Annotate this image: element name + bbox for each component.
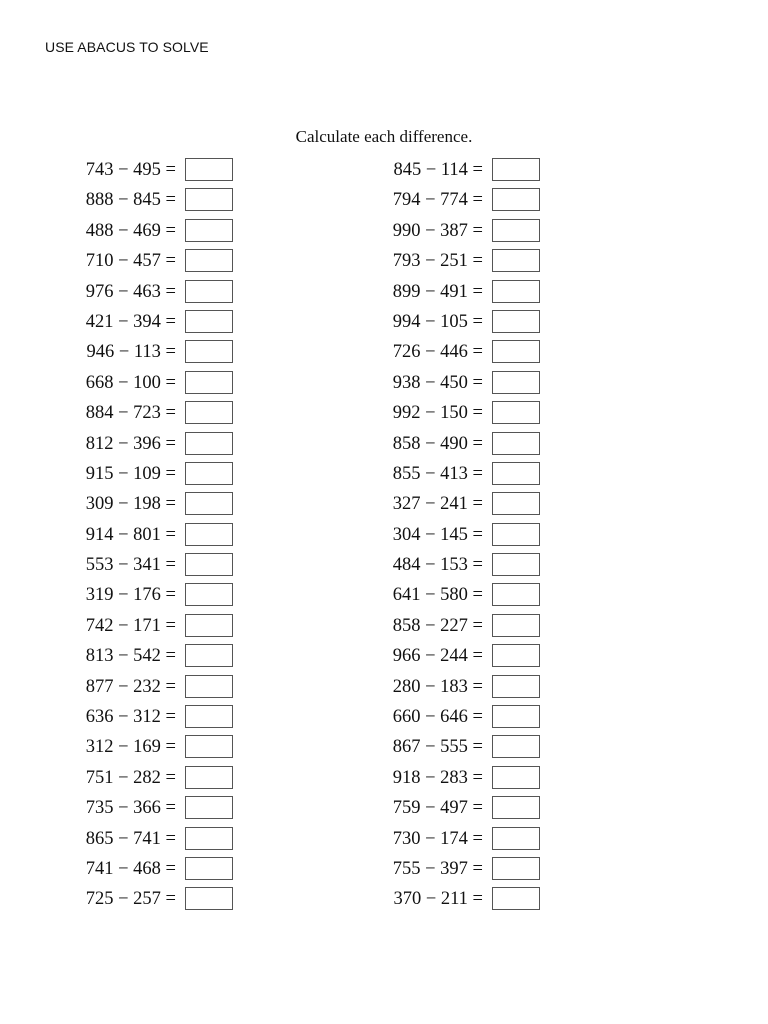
answer-box[interactable]: [492, 310, 540, 333]
subtraction-problem: [70, 552, 240, 582]
left-problem-column: [70, 157, 240, 917]
problem-expression: 966 − 244 =: [392, 646, 483, 667]
answer-box[interactable]: [492, 583, 540, 606]
answer-box[interactable]: [185, 401, 233, 424]
problem-expression: 865 − 741 =: [85, 828, 176, 849]
problem-expression: 845 − 114 =: [393, 160, 483, 180]
right-problem-column: [377, 157, 547, 917]
answer-box[interactable]: [492, 492, 540, 515]
answer-box[interactable]: [185, 280, 233, 303]
problem-expression: 304 − 145 =: [392, 524, 483, 545]
subtraction-problem: [377, 431, 547, 461]
answer-box[interactable]: [185, 583, 233, 606]
answer-box[interactable]: [492, 340, 540, 363]
subtraction-problem: [70, 795, 240, 825]
problem-expression: 858 − 490 =: [392, 433, 483, 454]
subtraction-problem: [70, 339, 240, 369]
problem-expression: 812 − 396 =: [85, 433, 176, 454]
subtraction-problem: [70, 582, 240, 612]
answer-box[interactable]: [185, 827, 233, 850]
subtraction-problem: [377, 643, 547, 673]
subtraction-problem: [70, 765, 240, 795]
answer-box[interactable]: [185, 614, 233, 637]
answer-box[interactable]: [492, 553, 540, 576]
problem-expression: 710 − 457 =: [85, 251, 176, 272]
problem-expression: 990 − 387 =: [392, 220, 483, 241]
problem-expression: 867 − 555 =: [392, 737, 483, 758]
answer-box[interactable]: [185, 158, 233, 181]
answer-box[interactable]: [185, 219, 233, 242]
answer-box[interactable]: [492, 796, 540, 819]
subtraction-problem: [377, 552, 547, 582]
subtraction-problem: [377, 491, 547, 521]
subtraction-problem: [377, 886, 547, 916]
answer-box[interactable]: [185, 857, 233, 880]
problem-expression: 877 − 232 =: [85, 676, 176, 697]
problem-expression: 884 − 723 =: [85, 403, 176, 424]
subtraction-problem: [377, 856, 547, 886]
subtraction-problem: [377, 157, 547, 187]
subtraction-problem: [377, 613, 547, 643]
problem-expression: 488 − 469 =: [85, 220, 176, 241]
subtraction-problem: [70, 674, 240, 704]
subtraction-problem: [377, 522, 547, 552]
problem-expression: 976 − 463 =: [85, 281, 176, 302]
answer-box[interactable]: [492, 644, 540, 667]
answer-box[interactable]: [185, 371, 233, 394]
answer-box[interactable]: [185, 188, 233, 211]
subtraction-problem: [377, 309, 547, 339]
problem-expression: 280 − 183 =: [392, 676, 483, 697]
problem-expression: 741 − 468 =: [85, 858, 176, 879]
problem-expression: 660 − 646 =: [392, 707, 483, 728]
answer-box[interactable]: [185, 675, 233, 698]
subtraction-problem: [70, 248, 240, 278]
problem-expression: 755 − 397 =: [392, 858, 483, 879]
answer-box[interactable]: [185, 553, 233, 576]
subtraction-problem: [70, 643, 240, 673]
problem-expression: 992 − 150 =: [392, 403, 483, 424]
problem-expression: 751 − 282 =: [85, 767, 176, 788]
problem-expression: 636 − 312 =: [85, 707, 176, 728]
problem-expression: 914 − 801 =: [85, 524, 176, 545]
subtraction-problem: [70, 491, 240, 521]
problem-expression: 370 − 211 =: [393, 889, 483, 910]
answer-box[interactable]: [492, 280, 540, 303]
answer-box[interactable]: [492, 158, 540, 181]
subtraction-problem: [70, 400, 240, 430]
answer-box[interactable]: [492, 462, 540, 485]
answer-box[interactable]: [492, 827, 540, 850]
answer-box[interactable]: [185, 249, 233, 272]
subtraction-problem: [70, 187, 240, 217]
subtraction-problem: [377, 674, 547, 704]
subtraction-problem: [377, 187, 547, 217]
answer-box[interactable]: [492, 523, 540, 546]
answer-box[interactable]: [492, 614, 540, 637]
subtraction-problem: [377, 734, 547, 764]
problem-expression: 899 − 491 =: [392, 281, 483, 302]
answer-box[interactable]: [492, 219, 540, 242]
subtraction-problem: [377, 826, 547, 856]
subtraction-problem: [377, 370, 547, 400]
problem-expression: 793 − 251 =: [392, 251, 483, 272]
subtraction-problem: [377, 279, 547, 309]
answer-box[interactable]: [185, 796, 233, 819]
answer-box[interactable]: [492, 371, 540, 394]
answer-box[interactable]: [185, 735, 233, 758]
subtraction-problem: [70, 826, 240, 856]
problem-expression: 794 − 774 =: [392, 190, 483, 211]
subtraction-problem: [70, 734, 240, 764]
subtraction-problem: [70, 522, 240, 552]
problem-expression: 726 − 446 =: [392, 342, 483, 363]
subtraction-problem: [377, 339, 547, 369]
problem-expression: 743 − 495 =: [85, 160, 176, 180]
answer-box[interactable]: [185, 705, 233, 728]
problem-expression: 668 − 100 =: [85, 372, 176, 393]
answer-box[interactable]: [492, 705, 540, 728]
answer-box[interactable]: [185, 644, 233, 667]
subtraction-problem: [377, 461, 547, 491]
subtraction-problem: [377, 218, 547, 248]
subtraction-problem: [70, 218, 240, 248]
problem-expression: 735 − 366 =: [85, 798, 176, 819]
problem-expression: 484 − 153 =: [392, 555, 483, 576]
subtraction-problem: [70, 886, 240, 916]
instructions-text: Calculate each difference.: [295, 127, 473, 146]
answer-box[interactable]: [185, 340, 233, 363]
problem-expression: 641 − 580 =: [392, 585, 483, 606]
problem-expression: 421 − 394 =: [85, 311, 176, 332]
problem-expression: 730 − 174 =: [392, 828, 483, 849]
subtraction-problem: [70, 157, 240, 187]
answer-box[interactable]: [492, 432, 540, 455]
worksheet-header: USE ABACUS TO SOLVE: [45, 39, 209, 55]
subtraction-problem: [377, 400, 547, 430]
problem-expression: 858 − 227 =: [392, 615, 483, 636]
subtraction-problem: [377, 704, 547, 734]
answer-box[interactable]: [185, 462, 233, 485]
subtraction-problem: [70, 370, 240, 400]
problem-expression: 946 − 113 =: [86, 342, 176, 363]
problem-expression: 938 − 450 =: [392, 372, 483, 393]
subtraction-problem: [70, 461, 240, 491]
problem-expression: 327 − 241 =: [392, 494, 483, 515]
answer-box[interactable]: [185, 310, 233, 333]
problem-expression: 725 − 257 =: [85, 889, 176, 910]
problem-expression: 813 − 542 =: [85, 646, 176, 667]
answer-box[interactable]: [492, 188, 540, 211]
problem-expression: 553 − 341 =: [85, 555, 176, 576]
problem-expression: 888 − 845 =: [85, 190, 176, 211]
problem-expression: 994 − 105 =: [392, 311, 483, 332]
answer-box[interactable]: [185, 432, 233, 455]
problem-expression: 855 − 413 =: [392, 463, 483, 484]
subtraction-problem: [377, 582, 547, 612]
subtraction-problem: [70, 613, 240, 643]
answer-box[interactable]: [492, 675, 540, 698]
problem-expression: 918 − 283 =: [392, 767, 483, 788]
answer-box[interactable]: [492, 401, 540, 424]
subtraction-problem: [70, 704, 240, 734]
answer-box[interactable]: [492, 249, 540, 272]
answer-box[interactable]: [185, 887, 233, 910]
problem-expression: 742 − 171 =: [85, 615, 176, 636]
subtraction-problem: [377, 248, 547, 278]
answer-box[interactable]: [185, 766, 233, 789]
answer-box[interactable]: [492, 766, 540, 789]
problem-expression: 309 − 198 =: [85, 494, 176, 515]
problem-expression: 319 − 176 =: [85, 585, 176, 606]
subtraction-problem: [377, 795, 547, 825]
subtraction-problem: [70, 309, 240, 339]
subtraction-problem: [70, 856, 240, 886]
subtraction-problem: [377, 765, 547, 795]
problem-expression: 759 − 497 =: [392, 798, 483, 819]
subtraction-problem: [70, 431, 240, 461]
answer-box[interactable]: [492, 735, 540, 758]
answer-box[interactable]: [492, 857, 540, 880]
answer-box[interactable]: [185, 492, 233, 515]
problem-expression: 312 − 169 =: [85, 737, 176, 758]
answer-box[interactable]: [492, 887, 540, 910]
problem-expression: 915 − 109 =: [85, 463, 176, 484]
subtraction-problem: [70, 279, 240, 309]
answer-box[interactable]: [185, 523, 233, 546]
